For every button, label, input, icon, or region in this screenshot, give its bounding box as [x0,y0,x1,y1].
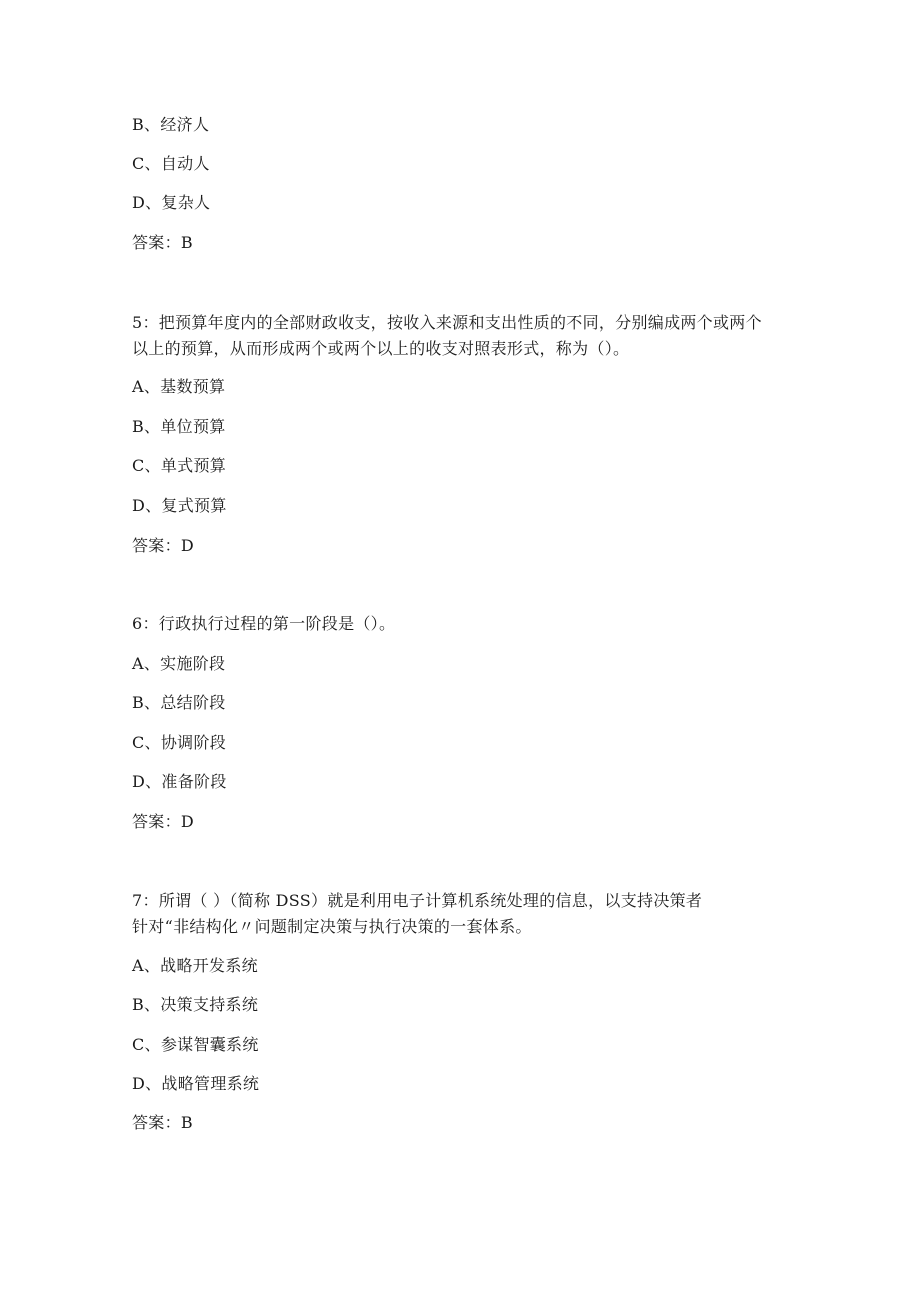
q7-option-a: A、战略开发系统 [132,956,258,975]
q7-option-c: C、参谋智囊系统 [132,1035,259,1054]
q5-option-a: A、基数预算 [132,377,226,396]
q7-stem-line2: 针对“非结构化〃问题制定决策与执行决策的一套体系。 [132,917,532,936]
q5-answer: 答案：D [132,536,195,555]
q6-answer: 答案：D [132,812,195,831]
q6-option-a: A、实施阶段 [132,654,226,673]
q4-option-d: D、复杂人 [132,193,211,212]
q4-option-c: C、自动人 [132,154,210,173]
q5-option-d: D、复式预算 [132,496,227,515]
q7-option-b: B、决策支持系统 [132,995,259,1014]
q6-option-b: B、总结阶段 [132,693,226,712]
q4-option-b: B、经济人 [132,115,210,134]
q7-option-d: D、战略管理系统 [132,1074,260,1093]
q4-answer: 答案：B [132,233,193,252]
q5-stem-line1: 5：把预算年度内的全部财政收支，按收入来源和支出性质的不同，分别编成两个或两个 [132,313,762,332]
q5-option-b: B、单位预算 [132,417,226,436]
q6-stem: 6：行政执行过程的第一阶段是（）。 [132,614,396,633]
q6-option-d: D、准备阶段 [132,772,227,791]
q6-option-c: C、协调阶段 [132,733,227,752]
q5-stem-line2: 以上的预算，从而形成两个或两个以上的收支对照表形式，称为（）。 [132,339,630,358]
q7-answer: 答案：B [132,1113,193,1132]
q7-stem-line1: 7：所谓（ ）（简称 DSS）就是利用电子计算机系统处理的信息，以支持决策者 [132,891,703,910]
q5-option-c: C、单式预算 [132,456,227,475]
